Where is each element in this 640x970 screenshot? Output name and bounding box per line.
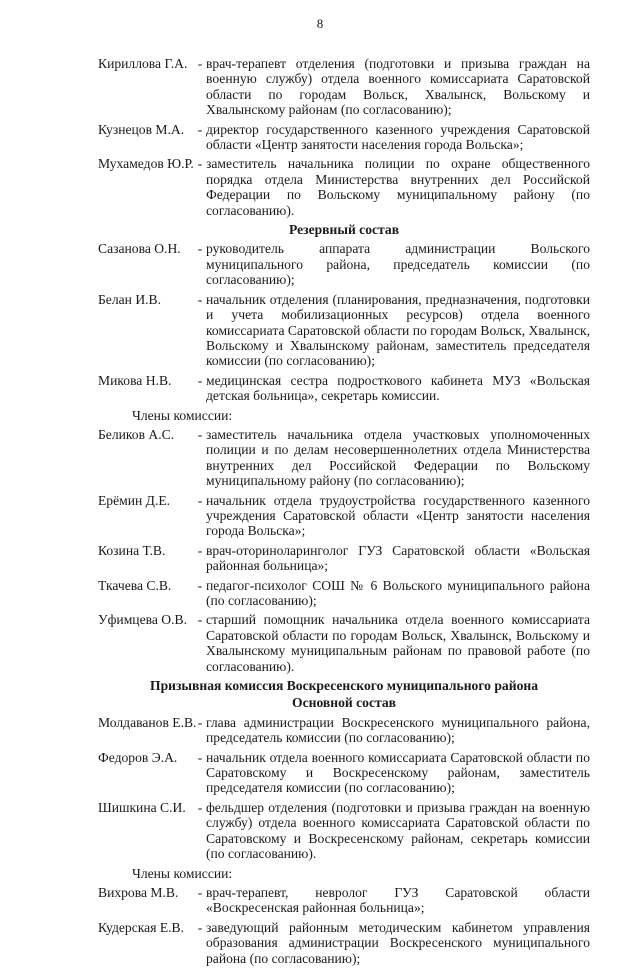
member-role: педагог-психолог СОШ № 6 Вольского муниципального района (по согласованию); xyxy=(206,577,590,608)
member-role: старший помощник начальника отдела военного комиссариата Саратовской области по городам Вольск, Хвалынск, Вольскому и Хвалынскому муниципальным районам по правовой работе (по согласованию). xyxy=(206,612,590,674)
members-label: Члены комиссии: xyxy=(132,407,233,423)
member-role: врач-терапевт, невролог ГУЗ Саратовской области «Воскресенская районная больница»; xyxy=(206,884,590,916)
member-role: медицинская сестра подросткового кабинета МУЗ «Вольская детская больница», секретарь комиссии. xyxy=(206,372,590,404)
dash-separator: - xyxy=(197,426,203,442)
commission-member-entry xyxy=(98,920,590,966)
member-name: Вихрова М.В. xyxy=(98,884,179,900)
dash-separator: - xyxy=(197,612,203,628)
member-name: Молдаванов Е.В. xyxy=(98,714,197,730)
member-role: заместитель начальника отдела участковых уполномоченных полиции и по делам несовершеннолетних отдела Министерства внутренних дел Российской Федерации по Вольскому муниципальному району (по согласованию); xyxy=(206,426,590,489)
member-name: Белан И.В. xyxy=(98,291,162,307)
commission-member-entry xyxy=(98,156,590,218)
dash-separator: - xyxy=(197,156,203,172)
member-role: начальник отдела военного комиссариата Саратовской области по Саратовскому и Воскресенскому районам, заместитель председателя комиссии (по согласованию); xyxy=(206,749,590,796)
member-name: Беликов А.С. xyxy=(98,426,175,442)
members-label: Члены комиссии: xyxy=(132,865,233,881)
commission-member-entry xyxy=(98,493,590,539)
commission-member-entry xyxy=(98,885,590,916)
member-name: Кириллова Г.А. xyxy=(98,56,188,71)
commission-member-entry xyxy=(98,122,590,153)
member-name: Микова Н.В. xyxy=(98,372,172,388)
commission-member-entry xyxy=(98,292,590,369)
page-number: 8 xyxy=(316,16,324,31)
section-heading: Резервный состав xyxy=(288,222,400,238)
member-name: Ткачева С.В. xyxy=(98,577,172,593)
member-role: врач-терапевт отделения (подготовки и призыва граждан на военную службу) отдела военного комиссариата Саратовской области по городам Вольск, Хвалынск, Вольскому и Хвалынскому районам (по согласованию); xyxy=(206,56,590,118)
dash-separator: - xyxy=(197,492,203,508)
dash-separator: - xyxy=(197,919,203,935)
dash-separator: - xyxy=(197,241,203,257)
member-role: врач-оториноларинголог ГУЗ Саратовской области «Вольская районная больница»; xyxy=(206,542,590,574)
member-role: заместитель начальника полиции по охране общественного порядка отдела Министерства внутренних дел Российской Федерации по Вольскому муниципальному району (по согласованию). xyxy=(206,156,590,218)
member-name: Кузнецов М.А. xyxy=(98,121,185,137)
member-name: Федоров Э.А. xyxy=(98,749,178,765)
commission-member-entry xyxy=(98,578,590,609)
dash-separator: - xyxy=(197,542,203,558)
document-body xyxy=(98,56,590,970)
member-role: фельдшер отделения (подготовки и призыва граждан на военную службу) отдела военного комиссариата Саратовской области по Саратовскому и Воскресенскому районам, секретарь комиссии (по согласованию). xyxy=(206,799,590,862)
member-name: Ерёмин Д.Е. xyxy=(98,492,171,508)
dash-separator: - xyxy=(197,884,203,900)
member-name: Козина Т.В. xyxy=(98,542,166,558)
member-name: Сазанова О.Н. xyxy=(98,241,181,257)
member-name: Кудерская Е.В. xyxy=(98,919,185,935)
commission-member-entry xyxy=(98,750,590,796)
commission-member-entry xyxy=(98,543,590,574)
dash-separator: - xyxy=(197,799,203,815)
member-name: Уфимцева О.В. xyxy=(98,612,187,628)
commission-member-entry xyxy=(98,612,590,674)
commission-member-entry xyxy=(98,56,590,118)
dash-separator: - xyxy=(197,121,203,137)
commission-member-entry xyxy=(98,241,590,287)
member-role: заведующий районным методическим кабинетом управления образования администрации Воскресенского муниципального района (по согласованию); xyxy=(206,919,590,966)
commission-member-entry xyxy=(98,800,590,862)
member-name: Шишкина С.И. xyxy=(98,799,186,815)
member-role: руководитель аппарата администрации Вольского муниципального района, председатель комиссии (по согласованию); xyxy=(206,241,590,288)
commission-member-entry xyxy=(98,373,590,404)
dash-separator: - xyxy=(197,749,203,765)
dash-separator: - xyxy=(197,56,203,71)
section-heading: Основной состав xyxy=(292,695,396,711)
dash-separator: - xyxy=(197,714,203,730)
commission-member-entry xyxy=(98,715,590,746)
member-role: начальник отделения (планирования, предназначения, подготовки и учета мобилизационных ресурсов) отдела военного комиссариата Саратовской области по городам Вольск, Хвалынск, Вольскому и Хвалынскому районам, заместитель председателя комиссии (по согласованию); xyxy=(206,291,590,369)
commission-member-entry xyxy=(98,427,590,489)
dash-separator: - xyxy=(197,372,203,388)
member-role: директор государственного казенного учреждения Саратовской области «Центр занятости населения города Вольска»; xyxy=(206,121,590,153)
dash-separator: - xyxy=(197,291,203,307)
member-role: начальник отдела трудоустройства государственного казенного учреждения Саратовской области «Центр занятости населения города Вольска»; xyxy=(206,492,590,539)
dash-separator: - xyxy=(197,577,203,593)
member-name: Мухамедов Ю.Р. xyxy=(98,156,194,172)
section-heading: Призывная комиссия Воскресенского муниципального района xyxy=(150,678,538,694)
member-role: глава администрации Воскресенского муниципального района, председатель комиссии (по согласованию); xyxy=(206,714,590,746)
